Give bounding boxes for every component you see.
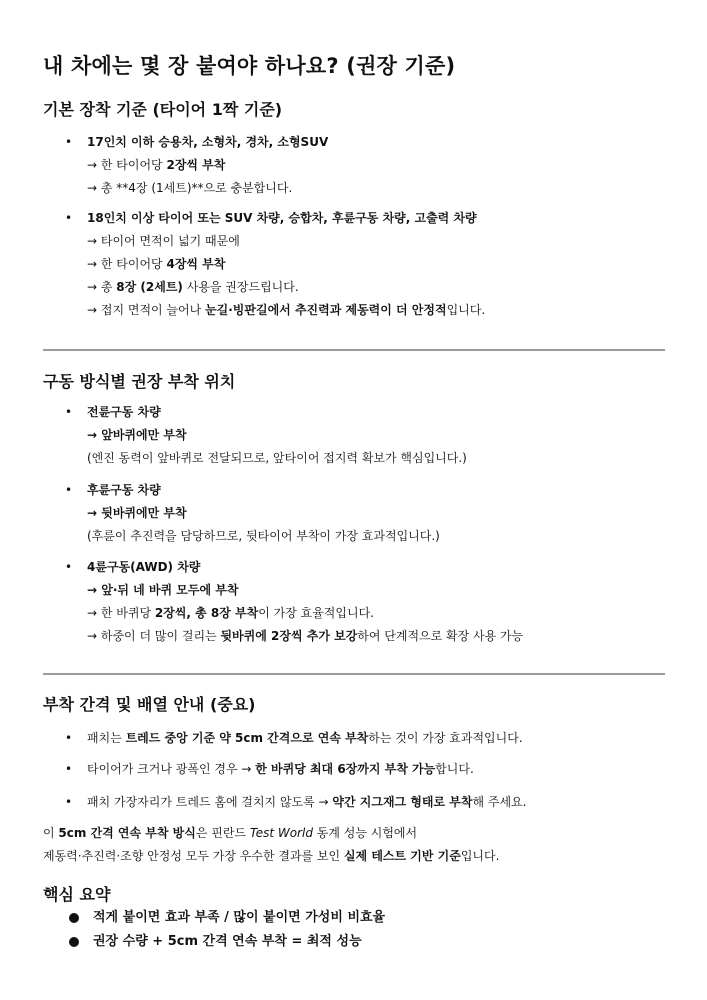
bullet-icon [69, 937, 79, 947]
section-summary [43, 882, 665, 905]
item-line: (후륜이 추진력을 담당하므로, 뒷타이어 부착이 가장 효과적입니다.) [87, 529, 440, 543]
section-heading: 구동 방식별 권장 부착 위치 [43, 372, 236, 391]
item-title: 4륜구동(AWD) 차량 [87, 560, 201, 574]
list-item [43, 131, 665, 200]
summary-list [43, 906, 665, 954]
item-line: → 뒷바퀴에만 부착 [87, 506, 187, 520]
bullet-icon: • [65, 731, 73, 745]
item-title: 18인치 이상 타이어 또는 SUV 차량, 승합차, 후륜구동 차량, 고출력 차량 [87, 211, 477, 225]
bullet-icon: • [65, 795, 73, 809]
bullet-icon [69, 913, 79, 923]
item-line: → 앞·뒤 네 바퀴 모두에 부착 [87, 583, 239, 597]
item-title: 전륜구동 차량 [87, 405, 161, 419]
list-item [43, 479, 665, 548]
summary-item: 권장 수량 + 5cm 간격 연속 부착 = 최적 성능 [43, 930, 665, 954]
summary-item: 적게 붙이면 효과 부족 / 많이 붙이면 가성비 비효율 [43, 906, 665, 930]
bullet-icon: • [65, 135, 73, 149]
item-line: → 한 타이어당 2장씩 부착 [87, 158, 226, 172]
item-title: 후륜구동 차량 [87, 483, 161, 497]
list-item [43, 207, 665, 322]
section-divider [43, 673, 665, 675]
item-line: → 총 **4장 (1세트)**으로 충분합니다. [87, 181, 293, 195]
bullet-icon: • [65, 762, 73, 776]
list-item: • 패치는 트레드 중앙 기준 약 5cm 간격으로 연속 부착하는 것이 가장 효과적입니다. [43, 727, 665, 750]
item-line: → 한 타이어당 4장씩 부착 [87, 257, 226, 271]
item-line: → 하중이 더 많이 걸리는 뒷바퀴에 2장씩 추가 보강하여 단계적으로 확장 사용 가능 [87, 629, 524, 643]
section-spacing-guide [43, 692, 665, 715]
bullet-icon: • [65, 211, 73, 225]
bullet-icon: • [65, 560, 73, 574]
bullet-icon: • [65, 483, 73, 497]
item-line: → 접지 면적이 늘어나 눈길·빙판길에서 추진력과 제동력이 더 안정적입니다. [87, 303, 486, 317]
item-line: → 총 8장 (2세트) 사용을 권장드립니다. [87, 280, 299, 294]
paragraph: 이 5cm 간격 연속 부착 방식은 핀란드 Test World 동계 성능 시험에서 제동력·추진력·조향 안정성 모두 가장 우수한 결과를 보인 실제 테스트 기반 기준입니다. [43, 826, 500, 863]
section-heading: 핵심 요약 [43, 885, 111, 904]
list-item [43, 556, 665, 648]
item-line: (엔진 동력이 앞바퀴로 전달되므로, 앞타이어 접지력 확보가 핵심입니다.) [87, 451, 467, 465]
section-drive-type [43, 369, 665, 392]
section-heading: 부착 간격 및 배열 안내 (중요) [43, 695, 256, 714]
page-title: 내 차에는 몇 장 붙여야 하나요? (권장 기준) [43, 54, 456, 78]
section-divider [43, 349, 665, 351]
item-line: → 타이어 면적이 넓기 때문에 [87, 234, 240, 248]
section-basic-mounting [43, 97, 665, 120]
item-line: → 앞바퀴에만 부착 [87, 428, 187, 442]
bullet-icon: • [65, 405, 73, 419]
item-title: 17인치 이하 승용차, 소형차, 경차, 소형SUV [87, 135, 329, 149]
list-item: • 패치 가장자리가 트레드 홈에 걸치지 않도록 → 약간 지그재그 형태로 부착해 주세요. [43, 791, 665, 814]
list-item: • 타이어가 크거나 광폭인 경우 → 한 바퀴당 최대 6장까지 부착 가능합니다. [43, 758, 665, 781]
item-line: → 한 바퀴당 2장씩, 총 8장 부착이 가장 효율적입니다. [87, 606, 374, 620]
list-item [43, 401, 665, 470]
section-heading: 기본 장착 기준 (타이어 1짝 기준) [43, 100, 283, 119]
